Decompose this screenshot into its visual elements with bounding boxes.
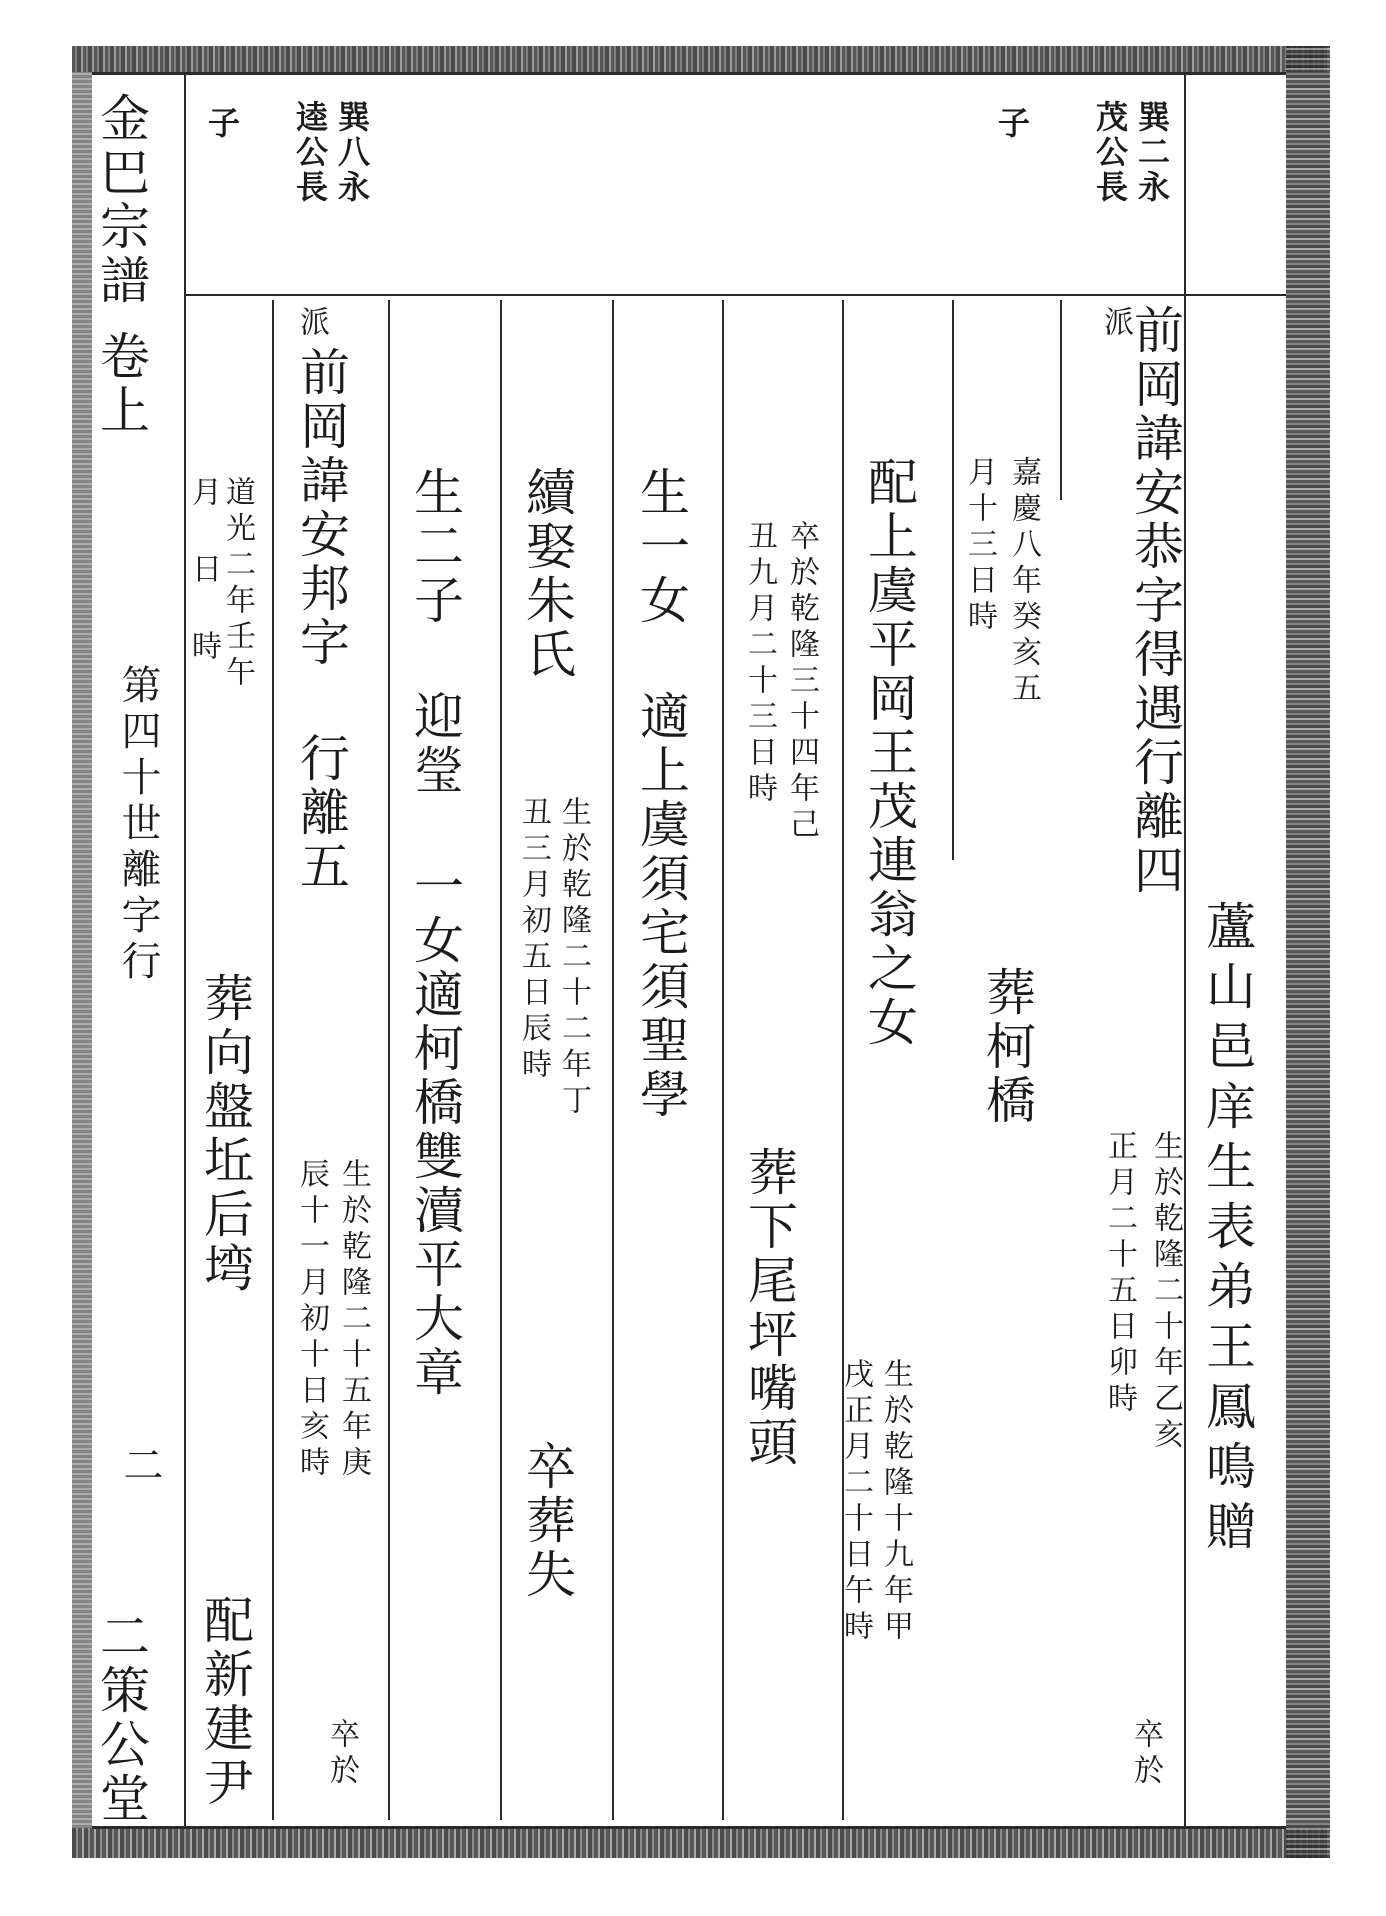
branch-header-left-2: 逵公長 (291, 100, 329, 205)
entry1-second-wife-death: 卒葬失 (518, 1440, 576, 1602)
entry2-birth-line2: 辰十一月初十日亥時 (294, 1158, 329, 1482)
column-rule (722, 300, 724, 1820)
bottom-border (72, 1828, 1327, 1858)
entry2-death-line1: 道光二年壬午 (220, 476, 255, 692)
branch-header-left-1: 巽八永 (333, 100, 371, 205)
entry1-second-wife: 續娶朱氏 (518, 466, 576, 682)
hall-name: 二策公堂 (92, 1610, 150, 1826)
frame-top-line (92, 72, 1286, 75)
inscription-divider (1184, 72, 1186, 1828)
entry1-title: 前岡諱安恭字得遇行離四 (1126, 304, 1184, 898)
entry2-death-label: 卒於 (324, 1718, 359, 1790)
entry1-death-label: 卒於 (1128, 1718, 1163, 1790)
entry1-spouse-birth-line1: 生於乾隆十九年甲 (878, 1358, 913, 1646)
column-rule (388, 300, 390, 1820)
entry1-pai: 派 (1098, 306, 1133, 342)
branch-zi-left: 子 (203, 106, 241, 141)
frame-bottom-line (92, 1826, 1286, 1829)
entry1-birth-line2: 正月二十五日卯時 (1102, 1130, 1137, 1418)
entry1-burial: 葬柯橋 (978, 966, 1036, 1128)
entry2-birth-line1: 生於乾隆二十五年庚 (336, 1158, 371, 1482)
entry1-birth-line1: 生於乾隆二十年乙亥 (1148, 1130, 1183, 1454)
entry2-spouse: 配新建尹 (196, 1594, 254, 1810)
entry1-spouse-death-line2: 丑九月二十三日時 (742, 520, 777, 808)
entry2-pai: 派 (294, 306, 329, 342)
entry1-spouse-burial: 葬下尾坪嘴頭 (740, 1146, 798, 1470)
entry1-second-wife-birth-line2: 丑三月初五日辰時 (516, 796, 551, 1084)
right-border (1286, 46, 1330, 1858)
column-rule (612, 300, 614, 1820)
volume-label: 卷上 (92, 330, 150, 438)
page-number: 二 (117, 1444, 163, 1490)
column-rule (952, 300, 954, 860)
entry1-spouse-birth-line2: 戌正月二十日午時 (838, 1358, 873, 1646)
margin-divider (184, 72, 186, 1828)
column-rule (272, 300, 274, 1820)
top-border (72, 46, 1327, 72)
branch-header-right-2: 茂公長 (1091, 100, 1129, 205)
book-title: 金巴宗譜 (92, 92, 150, 308)
generation-label: 第四十世離字行 (115, 664, 161, 986)
entry2-burial: 葬向盤坵后塆 (196, 972, 254, 1296)
column-rule (500, 300, 502, 1820)
entry1-second-wife-birth-line1: 生於乾隆二十二年丁 (556, 796, 591, 1120)
entry1-spouse: 配上虞平岡王茂連翁之女 (860, 456, 918, 1050)
inscription: 蘆山邑庠生表弟王鳳鳴贈 (1198, 900, 1256, 1560)
header-divider (186, 294, 1286, 296)
entry2-title: 前岡諱安邦字 行離五 (292, 346, 350, 894)
branch-header-right-1: 巽二永 (1133, 100, 1171, 205)
column-rule (1060, 300, 1062, 500)
entry2-death-line2: 月 日 時 (186, 476, 221, 666)
entry1-spouse-death-line1: 卒於乾隆三十四年己 (784, 520, 819, 844)
entry1-daughter: 生一女 適上虞須宅須聖學 (632, 466, 690, 1122)
entry1-children: 生二子 迎瑩 一女適柯橋雙瀆平大章 (406, 466, 464, 1400)
entry1-death-line1: 嘉慶八年癸亥五 (1006, 456, 1041, 708)
left-margin-band (72, 72, 92, 1828)
branch-zi-right: 子 (993, 106, 1031, 141)
entry1-death-line2: 月十三日時 (962, 456, 997, 636)
